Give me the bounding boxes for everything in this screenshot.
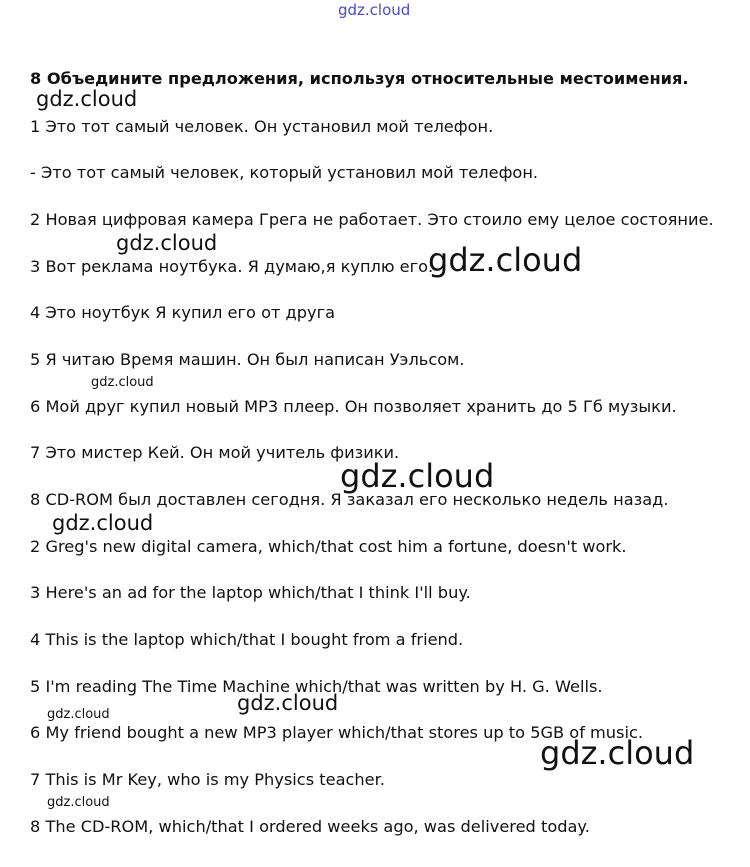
- watermark: gdz.cloud: [116, 231, 218, 255]
- line-en-3: 3 Here's an ad for the laptop which/that I think I'll buy.: [30, 583, 471, 602]
- watermark: gdz.cloud: [340, 457, 495, 495]
- watermark: gdz.cloud: [47, 795, 110, 810]
- watermark: gdz.cloud: [428, 241, 583, 279]
- watermark: gdz.cloud: [237, 691, 339, 715]
- watermark: gdz.cloud: [91, 375, 154, 390]
- line-en-7: 7 This is Mr Key, who is my Physics teacher.: [30, 770, 385, 789]
- line-en-2: 2 Greg's new digital camera, which/that cost him a fortune, doesn't work.: [30, 537, 627, 556]
- watermark: gdz.cloud: [47, 707, 110, 722]
- line-ru-6: 6 Мой друг купил новый MP3 плеер. Он позволяет хранить до 5 Гб музыки.: [30, 397, 677, 416]
- line-ru-5: 5 Я читаю Время машин. Он был написан Уэльсом.: [30, 350, 465, 369]
- line-en-6: 6 My friend bought a new MP3 player which/that stores up to 5GB of music.: [30, 723, 644, 742]
- line-en-8: 8 The CD-ROM, which/that I ordered weeks ago, was delivered today.: [30, 817, 590, 836]
- watermark-top: gdz.cloud: [338, 1, 411, 19]
- line-ru-2: 2 Новая цифровая камера Грега не работает. Это стоило ему целое состояние.: [30, 210, 714, 229]
- watermark: gdz.cloud: [36, 87, 138, 111]
- line-ru-1: 1 Это тот самый человек. Он установил мой телефон.: [30, 117, 494, 136]
- line-ru-4: 4 Это ноутбук Я купил его от друга: [30, 303, 336, 322]
- line-ru-7: 7 Это мистер Кей. Он мой учитель физики.: [30, 443, 400, 462]
- line-ru-3: 3 Вот реклама ноутбука. Я думаю,я куплю его.: [30, 257, 434, 276]
- line-en-4: 4 This is the laptop which/that I bought from a friend.: [30, 630, 464, 649]
- line-en-5: 5 I'm reading The Time Machine which/that was written by H. G. Wells.: [30, 677, 603, 696]
- line-ru-1-answer: - Это тот самый человек, который установил мой телефон.: [30, 163, 539, 182]
- watermark: gdz.cloud: [540, 734, 695, 772]
- watermark: gdz.cloud: [52, 511, 154, 535]
- line-ru-8: 8 CD-ROM был доставлен сегодня. Я заказал его несколько недель назад.: [30, 490, 669, 509]
- exercise-title: 8 Объедините предложения, используя относительные местоимения.: [30, 69, 689, 88]
